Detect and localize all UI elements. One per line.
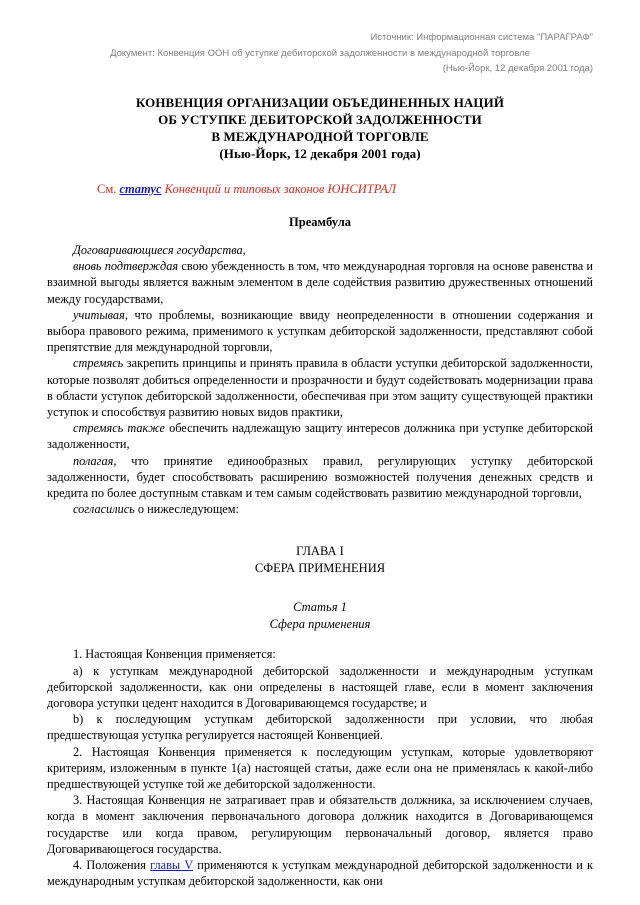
preamble-paragraph [47, 453, 593, 502]
article-item-1b: b) к последующим уступкам дебиторской задолженности при условии, что любая предшествующая уступка регулируется настоящей Конвенцией. [47, 712, 593, 743]
title-date: (Нью-Йорк, 12 декабря 2001 года) [219, 146, 421, 161]
preamble-paragraph [47, 307, 593, 356]
place-date-line: (Нью-Йорк, 12 декабря 2001 года) [442, 63, 593, 74]
statute-reference [47, 181, 593, 197]
paragraph-text: , что принятие единообразных правил, регулирующих уступку дебиторской задолженности, будет способствовать расширению возможностей получения денежных средств и кредита по более доступным ставкам и тем самым содействовать развитию международной торговли, [47, 453, 593, 501]
title-line-1: КОНВЕНЦИЯ ОРГАНИЗАЦИИ ОБЪЕДИНЕННЫХ НАЦИЙ [135, 95, 505, 110]
paragraph-italic-lead: стремясь [73, 356, 124, 371]
chapter-number: ГЛАВА I [296, 544, 344, 559]
preamble-heading: Преамбула [289, 215, 351, 229]
preamble-paragraph [47, 420, 593, 452]
page-title [47, 94, 593, 162]
statute-suffix: Конвенций и типовых законов ЮНСИТРАЛ [164, 182, 397, 196]
article-body [47, 646, 593, 889]
paragraph-text: закрепить принципы и принять правила в области уступки дебиторской задолженности, которые позволят добиться определенности и прозрачности и будут содействовать модернизации права в области уступок дебиторской задолженности, обеспечивая при этом защиту существующей практики уступок и способствуя развитию новых видов практики, [47, 356, 593, 420]
paragraph-italic-lead: вновь подтверждая [73, 259, 179, 274]
article-heading [47, 599, 593, 632]
chapter-name: СФЕРА ПРИМЕНЕНИЯ [254, 560, 386, 575]
article-item-2: 2. Настоящая Конвенция применяется к последующим уступкам, которые удовлетворяют критериям, изложенным в пункте 1(a) настоящей статьи, даже если она не применялась к какой-либо предшествующей уступке той же дебиторской задолженности. [47, 744, 593, 792]
statute-prefix: См. [97, 182, 117, 196]
paragraph-italic-lead: полагая [73, 453, 114, 468]
chapter-v-link[interactable]: главы V [150, 858, 194, 873]
article-item-1a: a) к уступкам международной дебиторской задолженности и международным уступкам дебиторской задолженности, как они определены в настоящей главе, если в момент заключения договора уступки цедент находится в Договаривающемся государстве; и [47, 663, 593, 711]
document-header [47, 30, 593, 76]
preamble-paragraph [47, 258, 593, 307]
paragraph-text: свою убежденность в том, что международная торговля на основе равенства и взаимной выгоды является важным элементом в деле содействия развитию дружественных отношений между государствами, [47, 259, 594, 306]
document-name-line: Документ: Конвенция ООН об уступке дебиторской задолженности в международной торговле [110, 48, 530, 59]
article-item-4-prefix: 4. Положения [73, 858, 151, 873]
paragraph-text: обеспечить надлежащую защиту интересов должника при уступке дебиторской задолженности, [47, 421, 594, 452]
article-item-4-suffix: применяются к уступкам международной дебиторской задолженности и к международным уступкам дебиторской задолженности, как они [47, 858, 594, 889]
article-item-1-intro: 1. Настоящая Конвенция применяется: [73, 647, 276, 662]
article-item-3: 3. Настоящая Конвенция не затрагивает прав и обязательств должника, за исключением случаев, когда в момент заключения первоначального договора должник находится в Договаривающемся государстве или когда правом, регулирующим первоначальный договор, является право Договаривающегося государства. [47, 793, 593, 856]
article-name: Сфера применения [269, 616, 371, 631]
paragraph-italic-lead: согласились [73, 502, 135, 517]
preamble-paragraph [47, 501, 593, 517]
paragraph-text: о нижеследующем: [134, 502, 239, 517]
preamble-paragraph [47, 355, 593, 420]
source-line: Источник: Информационная система "ПАРАГРАФ" [370, 32, 593, 43]
paragraph-italic-lead: учитывая [73, 307, 125, 322]
chapter-heading [47, 543, 593, 576]
title-line-3: В МЕЖДУНАРОДНОЙ ТОРГОВЛЕ [211, 129, 429, 144]
paragraph-italic-lead: стремясь также [73, 421, 165, 436]
preamble-lead-text: Договаривающиеся государства, [73, 243, 246, 257]
paragraph-text: , что проблемы, возникающие ввиду неопределенности в отношении содержания и выбора правового режима, применимого к уступкам дебиторской задолженности, представляют собой препятствие для международной торговли, [47, 307, 593, 355]
preamble-lead [47, 242, 593, 258]
article-item-4 [47, 857, 593, 889]
statute-link[interactable]: статус [119, 182, 162, 196]
article-number: Статья 1 [293, 600, 347, 615]
title-line-2: ОБ УСТУПКЕ ДЕБИТОРСКОЙ ЗАДОЛЖЕННОСТИ [158, 112, 482, 127]
preamble-body [47, 242, 593, 517]
